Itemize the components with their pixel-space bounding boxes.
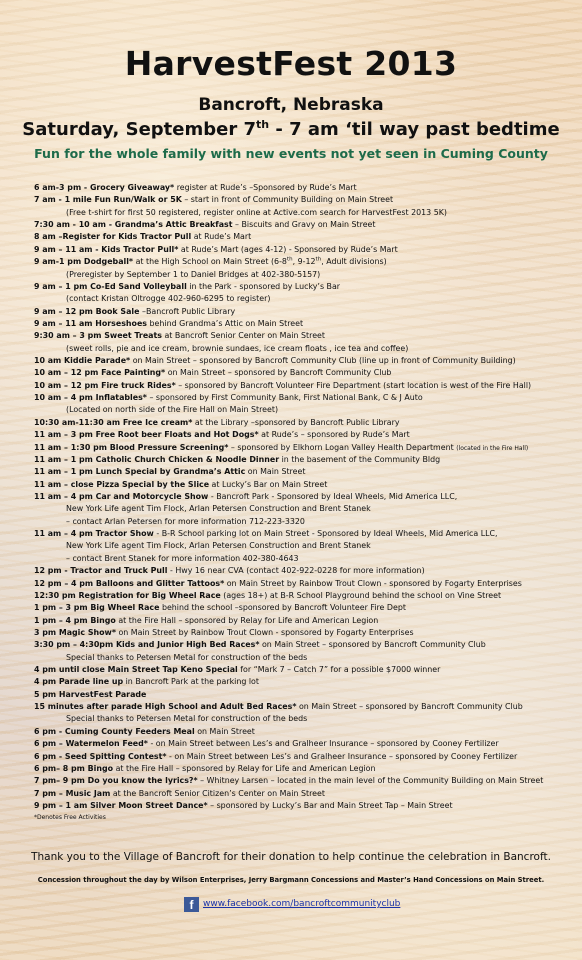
event-time: 11 am – 1 pm (34, 467, 96, 477)
event-time: 9:30 am – 3 pm (34, 331, 105, 341)
ordinal-suffix: th (315, 256, 322, 263)
schedule-item (34, 367, 574, 379)
event-name: Car and Motorcycle Show (95, 491, 209, 501)
event-name: Do you know the lyrics?* (87, 776, 198, 786)
event-time: 15 minutes after parade (34, 702, 145, 712)
event-details: – sponsored by Bancroft Volunteer Fire Department (start location is west of the Fire Hall) (175, 380, 532, 390)
schedule-item (34, 615, 574, 627)
event-details: - Hwy 16 near CVA (contact 402-922-0228 for more information) (167, 566, 425, 576)
event-details: register at Rude’s –Sponsored by Rude’s Mart (174, 183, 357, 192)
event-name: Music Jam (65, 788, 111, 798)
schedule-item (34, 380, 574, 392)
event-time: 4 pm until close (34, 665, 108, 675)
schedule-item (34, 466, 574, 478)
event-details: – contact Arlan Petersen for more information 712-223-3320 (66, 516, 305, 526)
event-name: Magic Show* (58, 627, 116, 637)
event-details: New York Life agent Tim Flock, Arlan Petersen Construction and Brent Stanek (66, 541, 371, 551)
event-time: 7 pm – (34, 788, 66, 798)
free-activity-note (34, 812, 574, 824)
event-time: 9 am-1 pm (34, 257, 84, 267)
schedule-item (34, 664, 574, 676)
event-name: Kids and Junior High Bed Races* (115, 640, 260, 650)
event-details: in Bancroft Park at the parking lot (123, 677, 259, 687)
event-details: – sponsored by First Community Bank, First National Bank, C & J Auto (146, 393, 423, 403)
event-details: (sweet rolls, pie and ice cream, brownie sundaes, ice cream floats , ice tea and coffee) (66, 343, 409, 353)
event-time: 9 pm – 1 am (34, 800, 91, 810)
schedule-item (34, 800, 574, 812)
event-name: Sweet Treats (104, 331, 162, 341)
event-details: on Main Street (194, 726, 255, 736)
date-ordinal: th (256, 118, 270, 131)
schedule-item (34, 738, 574, 750)
event-time: 12:30 pm (34, 590, 79, 600)
event-time: 11 am – 3 pm (34, 430, 96, 440)
event-name: Free Ice cream* (122, 417, 193, 427)
event-details: at the Library –sponsored by Bancroft Public Library (192, 417, 400, 427)
event-details: in the basement of the Community Bldg (279, 454, 441, 464)
schedule-detail (34, 503, 574, 515)
event-details: – sponsored by Lucky’s Bar and Main Street Tap – Main Street (207, 800, 453, 810)
date-text: Saturday, September 7 (22, 119, 257, 140)
event-name: Horseshoes (95, 318, 147, 328)
schedule-item (34, 182, 574, 194)
event-details: (ages 18+) at B-R School Playground behind the school on Vine Street (220, 590, 502, 600)
schedule-detail (34, 516, 574, 528)
event-details: , Adult divisions) (321, 257, 387, 267)
event-details: – Biscuits and Gravy on Main Street (232, 220, 376, 230)
schedule-item (34, 231, 574, 243)
event-details: on Main Street – sponsored by Bancroft Community Club (259, 640, 486, 650)
event-time: 10:30 am-11:30 am (34, 417, 123, 427)
event-time: 10 am – 4 pm (34, 393, 96, 403)
event-name: Book Sale (95, 306, 140, 316)
event-name: Bingo (87, 763, 114, 773)
event-time: 7:30 am - 10 am - (34, 220, 115, 230)
event-details: on Main Street by Rainbow Trout Clown - sponsored by Fogarty Enterprises (224, 578, 522, 588)
event-details: (Free t-shirt for first 50 registered, register online at Active.com search for HarvestFest 2013 5K) (66, 207, 447, 217)
event-date (0, 118, 582, 140)
event-details: on Main Street – sponsored by Bancroft Community Club (line up in front of Community Building) (130, 356, 516, 366)
event-name: Fire truck Rides* (101, 380, 176, 390)
event-details: *Denotes Free Activities (34, 814, 106, 822)
event-details: at Lucky’s Bar on Main Street (209, 479, 328, 489)
schedule-item (34, 751, 574, 763)
event-time: 9 am – 12 pm (34, 306, 96, 316)
event-time: 11 am – 4 pm (34, 491, 96, 501)
schedule-item (34, 417, 574, 429)
event-name: Silver Moon Street Dance* (90, 800, 208, 810)
ordinal-suffix: th (286, 256, 293, 263)
event-details: in the Park - sponsored by Lucky’s Bar (186, 281, 341, 291)
schedule-item (34, 788, 574, 800)
event-time: 4 pm (34, 677, 59, 687)
date-time-text: - 7 am ‘til way past bedtime (269, 119, 560, 140)
event-time: 11 am – close (34, 479, 97, 489)
event-details: Special thanks to Petersen Metal for construction of the beds (66, 652, 308, 662)
event-time: 11 am – 4 pm (34, 529, 96, 539)
event-name: Inflatables* (95, 393, 147, 403)
event-time: 10 am (34, 356, 65, 366)
event-details: at Rude’s Mart (191, 232, 252, 242)
event-time: 6 pm – (34, 739, 66, 749)
event-name: Bingo (90, 615, 116, 625)
event-name: Balloons and Glitter Tattoos* (95, 578, 225, 588)
event-details: on Main Street – sponsored by Bancroft Community Club (296, 702, 523, 712)
schedule-item (34, 355, 574, 367)
event-details: – start in front of Community Building on Main Street (181, 195, 394, 205)
schedule-detail (34, 207, 574, 219)
schedule-item (34, 330, 574, 342)
schedule-item (34, 689, 574, 701)
event-details: on Main Street by Rainbow Trout Clown - sponsored by Fogarty Enterprises (115, 627, 414, 637)
schedule-item (34, 528, 574, 540)
event-details: at the Fire Hall – sponsored by Relay for Life and American Legion (115, 615, 379, 625)
event-name: Dodgeball* (83, 257, 134, 267)
event-name: Kids Tractor Pull* (101, 244, 179, 254)
schedule-item (34, 627, 574, 639)
event-details: at the Bancroft Senior Citizen’s Center on Main Street (110, 788, 325, 798)
schedule-item (34, 454, 574, 466)
tagline: Fun for the whole family with new events not yet seen in Cuming County (34, 146, 548, 161)
event-time: 7 pm– 9 pm (34, 776, 88, 786)
event-name: Register for Kids Tractor Pull (62, 232, 192, 242)
schedule-item (34, 578, 574, 590)
facebook-link-row[interactable] (184, 896, 400, 912)
schedule-item (34, 639, 574, 651)
event-details: , 9-12 (292, 257, 316, 267)
facebook-link[interactable]: www.facebook.com/bancroftcommunityclub (203, 899, 401, 909)
schedule-item (34, 491, 574, 503)
event-time: 11 am – 1 pm (34, 454, 96, 464)
schedule-item (34, 219, 574, 231)
event-name: Grandma’s Attic Breakfast (114, 220, 233, 230)
schedule-item (34, 442, 574, 454)
schedule-item (34, 429, 574, 441)
event-details: behind the school –sponsored by Bancroft Volunteer Fire Dept (159, 603, 406, 613)
event-name: Pizza Special by the Slice (96, 479, 210, 489)
schedule-item (34, 281, 574, 293)
facebook-icon: f (184, 897, 199, 912)
event-details: – contact Brent Stanek for more information 402-380-4643 (66, 553, 299, 563)
schedule-item (34, 676, 574, 688)
page-title: HarvestFest 2013 (124, 44, 458, 83)
event-time: 6 pm - (34, 726, 65, 736)
event-time: 7 am - (34, 195, 65, 205)
event-name: Big Wheel Race (90, 603, 160, 613)
event-name: Tractor and Truck Pull (70, 566, 168, 576)
event-time: 5 pm (34, 689, 59, 699)
event-time: 6 am-3 pm - (34, 183, 90, 192)
event-time: 6 pm - (34, 751, 65, 761)
event-name: 1 mile Fun Run/Walk or 5K (64, 195, 182, 205)
event-details: on Main Street – sponsored by Bancroft Community Club (165, 368, 392, 378)
event-name: HarvestFest Parade (58, 689, 147, 699)
event-details: at Rude’s – sponsored by Rude’s Mart (258, 430, 410, 440)
event-time: 6 pm– 8 pm (34, 763, 88, 773)
schedule-detail (34, 404, 574, 416)
event-time: 9 am – 1 pm (34, 281, 91, 291)
event-details: on Main Street (245, 467, 306, 477)
schedule-item (34, 763, 574, 775)
schedule-detail (34, 293, 574, 305)
schedule-item (34, 318, 574, 330)
schedule-item (34, 306, 574, 318)
event-name: Seed Spitting Contest* (64, 751, 167, 761)
event-details: Special thanks to Petersen Metal for construction of the beds (66, 714, 308, 724)
event-details: behind Grandma’s Attic on Main Street (147, 318, 304, 328)
event-location-note: (located in the Fire Hall) (456, 444, 529, 452)
event-details: (Located on north side of the Fire Hall on Main Street) (66, 405, 279, 415)
event-details: at Bancroft Senior Center on Main Street (161, 331, 326, 341)
schedule-detail (34, 713, 574, 725)
event-time: 3:30 pm – 4:30pm (34, 640, 116, 650)
event-name: Watermelon Feed* (65, 739, 148, 749)
schedule-item (34, 565, 574, 577)
schedule-detail (34, 540, 574, 552)
schedule-list (34, 182, 574, 825)
event-name: Free Root beer Floats and Hot Dogs* (95, 430, 259, 440)
schedule-item (34, 194, 574, 206)
schedule-detail (34, 269, 574, 281)
schedule-item (34, 726, 574, 738)
event-name: Grocery Giveaway* (89, 183, 175, 192)
schedule-item (34, 590, 574, 602)
event-name: Co-Ed Sand Volleyball (90, 281, 187, 291)
event-time: 9 am – 11 am - (34, 244, 102, 254)
event-details: – Whitney Larsen – located in the main level of the Community Building on Main Street (197, 776, 544, 786)
event-details: - Bancroft Park - Sponsored by Ideal Wheels, Mid America LLC, (208, 491, 458, 501)
event-time: 11 am – 1:30 pm (34, 442, 110, 452)
schedule-item (34, 479, 574, 491)
schedule-detail (34, 553, 574, 565)
schedule-detail (34, 343, 574, 355)
event-name: Kiddie Parade* (64, 356, 131, 366)
event-time: 12 pm - (34, 566, 71, 576)
event-details: - on Main Street between Les’s and Gralheer Insurance – sponsored by Cooney Fertilizer (166, 751, 518, 761)
schedule-item (34, 701, 574, 713)
event-details: (contact Kristan Oltrogge 402-960-6295 to register) (66, 294, 271, 304)
schedule-item (34, 602, 574, 614)
event-time: 1 pm – 3 pm (34, 603, 91, 613)
event-name: Registration for Big Wheel Race (78, 590, 221, 600)
event-details: –Bancroft Public Library (139, 306, 236, 316)
event-details: - on Main Street between Les’s and Gralheer Insurance – sponsored by Cooney Fertilizer (147, 739, 499, 749)
schedule-item (34, 392, 574, 404)
event-time: 10 am – 12 pm (34, 380, 102, 390)
event-name: High School and Adult Bed Races* (144, 702, 297, 712)
event-details: at the Fire Hall – sponsored by Relay for Life and American Legion (113, 763, 376, 773)
event-time: 12 pm – 4 pm (34, 578, 96, 588)
event-details: New York Life agent Tim Flock, Arlan Petersen Construction and Brent Stanek (66, 504, 371, 514)
thank-you-note: Thank you to the Village of Bancroft for their donation to help continue the celebration in Bancroft. (31, 851, 551, 863)
event-time: 10 am – 12 pm (34, 368, 102, 378)
concession-note: Concession throughout the day by Wilson Enterprises, Jerry Bargmann Concessions and Master’s Hand Concessions on Main Street. (37, 876, 545, 884)
event-time: 1 pm – 4 pm (34, 615, 91, 625)
event-name: Main Street Tap Keno Special (107, 665, 238, 675)
event-name: Face Painting* (101, 368, 166, 378)
location-subtitle: Bancroft, Nebraska (198, 95, 384, 115)
event-details: – sponsored by Elkhorn Logan Valley Health Department (228, 442, 457, 452)
event-details: for “Mark 7 – Catch 7” for a possible $7000 winner (237, 665, 441, 675)
schedule-item (34, 256, 574, 268)
event-name: Lunch Special by Grandma’s Attic (95, 467, 246, 477)
event-details: - B-R School parking lot on Main Street - Sponsored by Ideal Wheels, Mid America LLC, (153, 529, 498, 539)
event-time: 3 pm (34, 627, 59, 637)
event-name: Blood Pressure Screening* (109, 442, 229, 452)
event-details: at the High School on Main Street (6-8 (133, 257, 287, 267)
schedule-detail (34, 652, 574, 664)
schedule-item (34, 775, 574, 787)
event-details: (Preregister by September 1 to Daniel Bridges at 402-380-5157) (66, 269, 321, 279)
event-time: 8 am – (34, 232, 63, 242)
event-time: 9 am – 11 am (34, 318, 96, 328)
event-name: Catholic Church Chicken & Noodle Dinner (95, 454, 280, 464)
event-name: Cuming County Feeders Meal (64, 726, 195, 736)
event-name: Parade line up (58, 677, 124, 687)
event-name: Tractor Show (95, 529, 154, 539)
event-details: at Rude’s Mart (ages 4-12) - Sponsored by Rude’s Mart (178, 244, 398, 254)
schedule-item (34, 244, 574, 256)
